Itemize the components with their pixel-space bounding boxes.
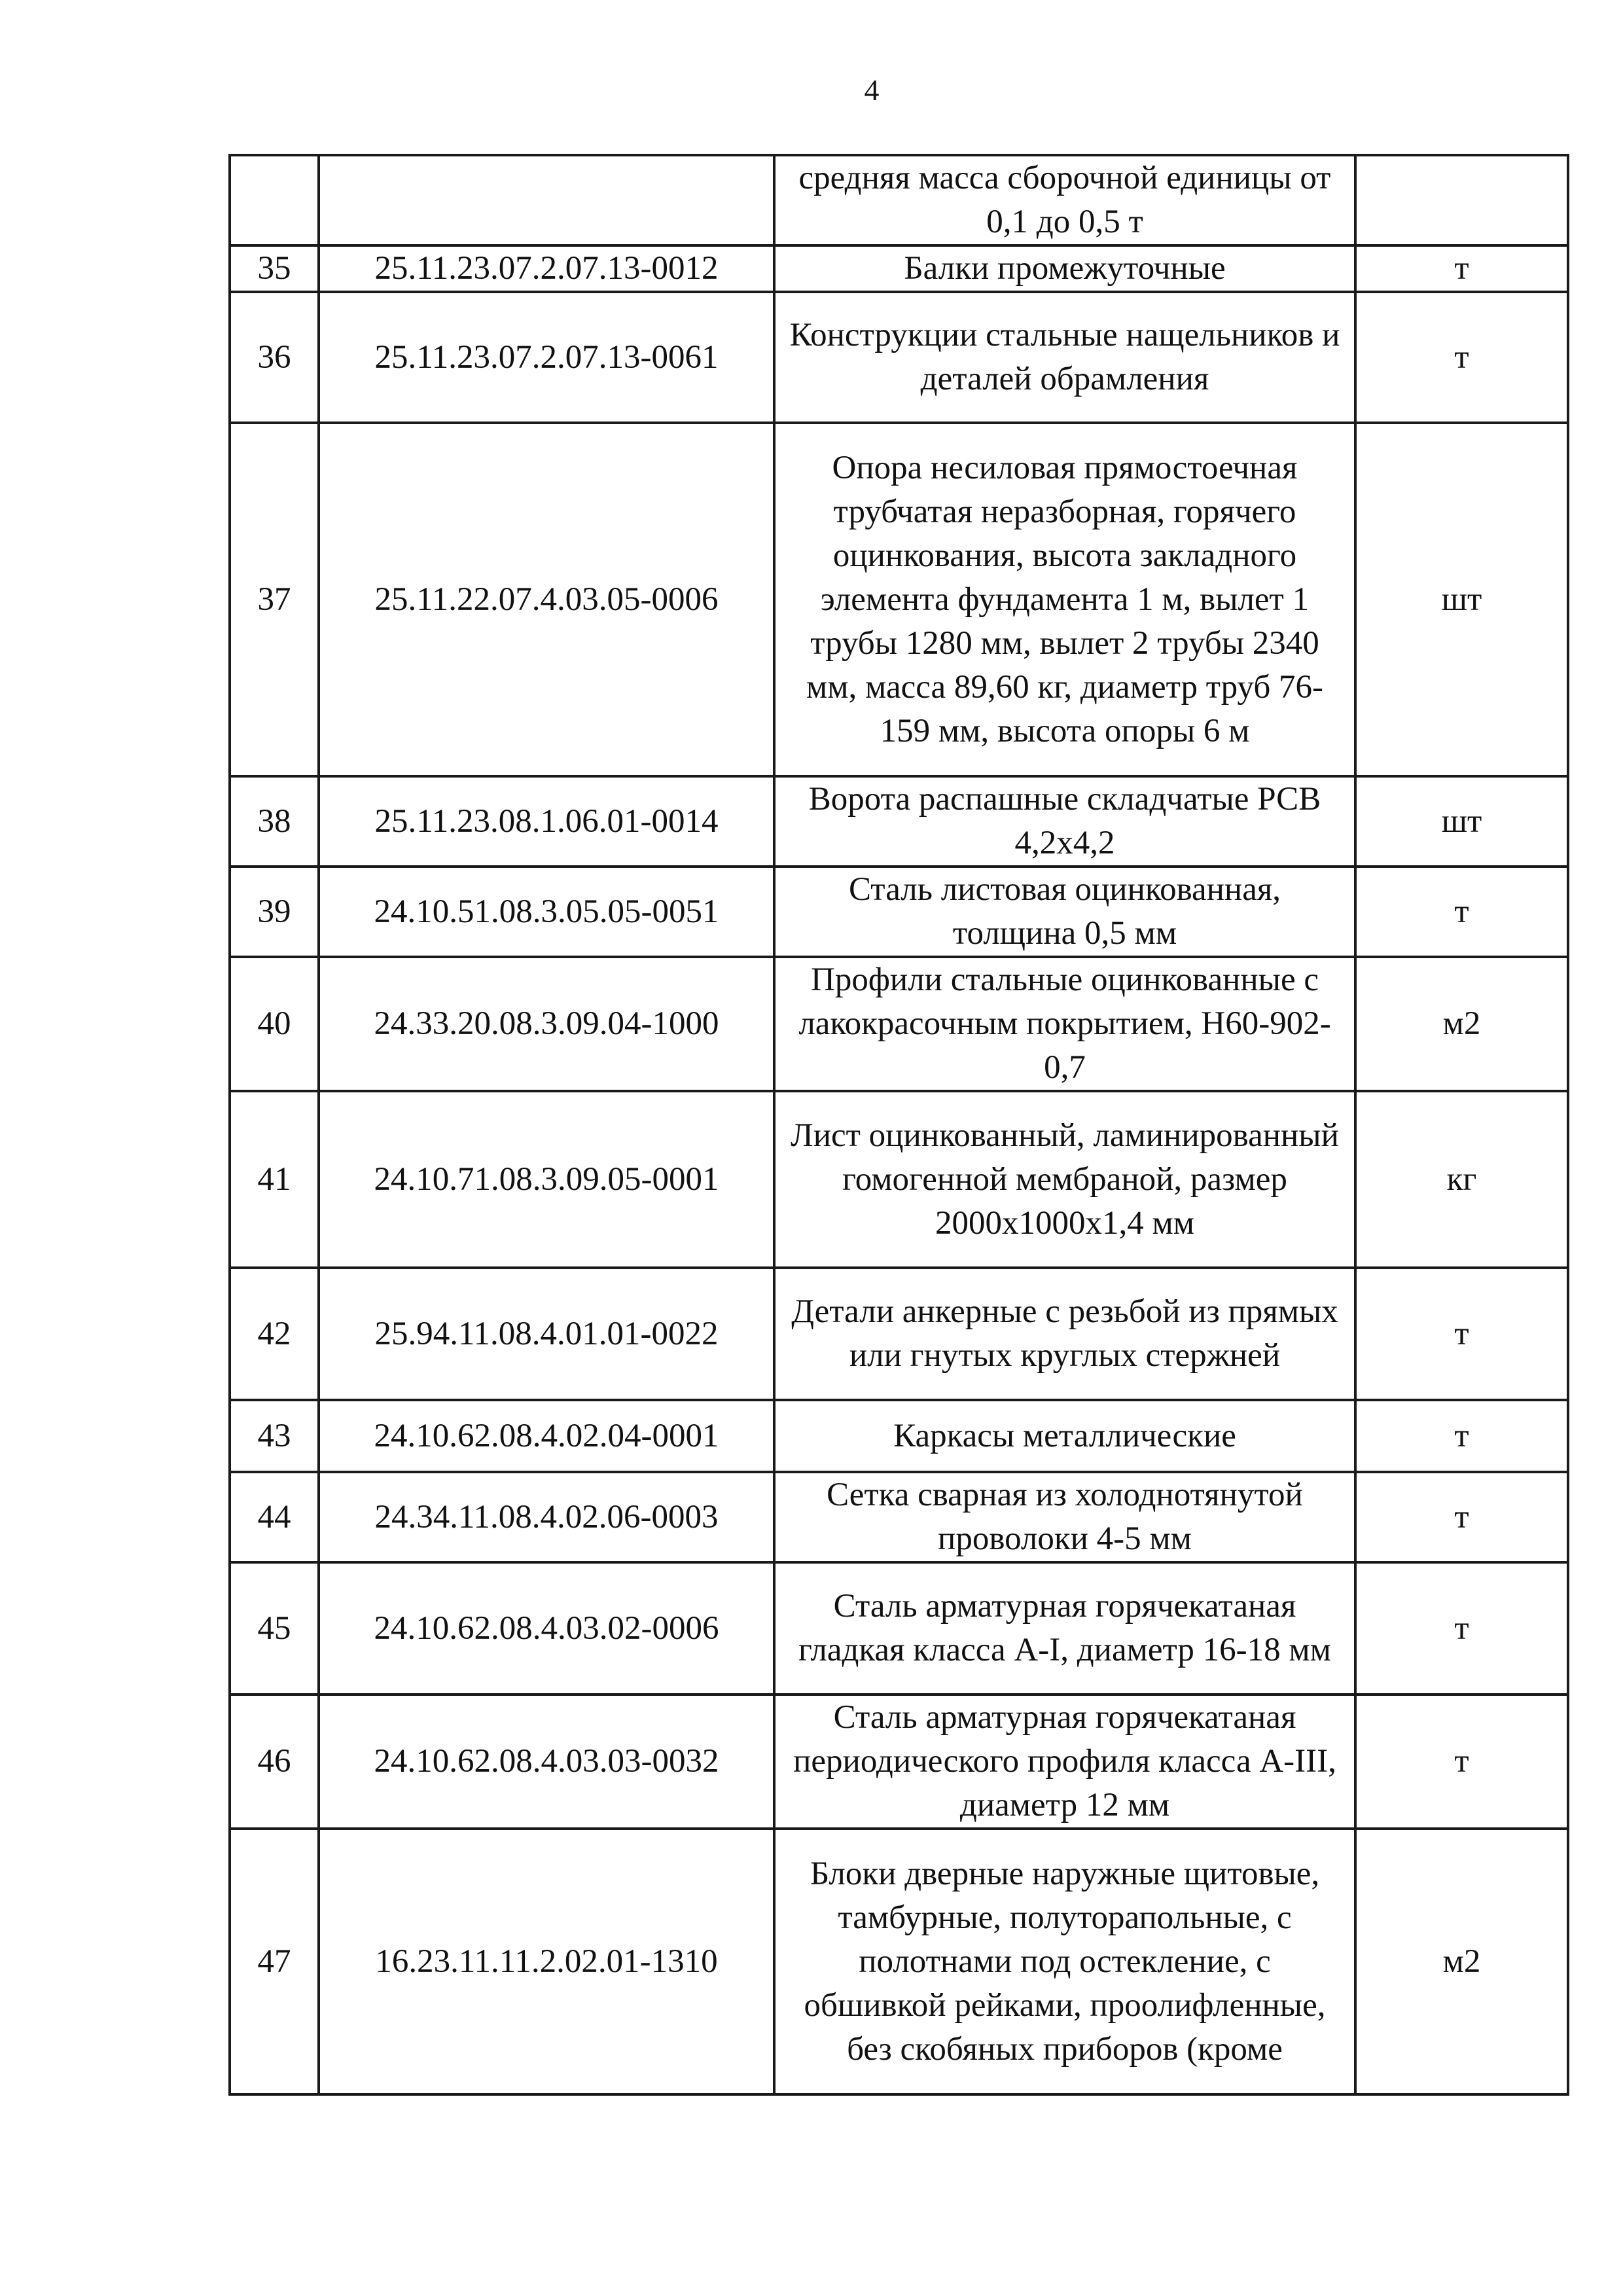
unit-of-measure: кг bbox=[1355, 1091, 1568, 1268]
table-row bbox=[230, 1829, 1568, 2094]
resource-code: 25.11.23.07.2.07.13-0061 bbox=[319, 292, 774, 423]
row-number: 47 bbox=[230, 1829, 319, 2094]
unit-of-measure: шт bbox=[1355, 423, 1568, 776]
resource-code: 16.23.11.11.2.02.01-1310 bbox=[319, 1829, 774, 2094]
unit-of-measure: м2 bbox=[1355, 1829, 1568, 2094]
row-number: 42 bbox=[230, 1268, 319, 1400]
row-number: 38 bbox=[230, 776, 319, 867]
unit-of-measure: м2 bbox=[1355, 957, 1568, 1091]
resource-code bbox=[319, 155, 774, 245]
resource-name: Опора несиловая прямостоечная трубчатая неразборная, горячего оцинкования, высота закладного элемента фундамента 1 м, вылет 1 трубы 1280 мм, вылет 2 трубы 2340 мм, масса 89,60 кг, диаметр труб 76-159 мм, высота опоры 6 м bbox=[774, 423, 1355, 776]
resource-name: Блоки дверные наружные щитовые, тамбурные, полуторапольные, с полотнами под остекление, с обшивкой рейками, проолифленные, без скобяных приборов (кроме bbox=[774, 1829, 1355, 2094]
table-row bbox=[230, 1472, 1568, 1562]
resource-code: 24.10.62.08.4.03.02-0006 bbox=[319, 1562, 774, 1695]
table-row bbox=[230, 292, 1568, 423]
table-row bbox=[230, 155, 1568, 245]
resource-name: Сетка сварная из холоднотянутой проволоки 4-5 мм bbox=[774, 1472, 1355, 1562]
row-number: 45 bbox=[230, 1562, 319, 1695]
row-number: 40 bbox=[230, 957, 319, 1091]
unit-of-measure: т bbox=[1355, 1562, 1568, 1695]
table-row bbox=[230, 1091, 1568, 1268]
resource-code: 24.34.11.08.4.02.06-0003 bbox=[319, 1472, 774, 1562]
resource-name: Детали анкерные с резьбой из прямых или гнутых круглых стержней bbox=[774, 1268, 1355, 1400]
page-number: 4 bbox=[864, 73, 880, 107]
resource-code: 24.10.71.08.3.09.05-0001 bbox=[319, 1091, 774, 1268]
resource-name: Балки промежуточные bbox=[774, 245, 1355, 292]
resource-name: Сталь арматурная горячекатаная гладкая класса A-I, диаметр 16-18 мм bbox=[774, 1562, 1355, 1695]
row-number: 36 bbox=[230, 292, 319, 423]
table-row bbox=[230, 867, 1568, 957]
table-row bbox=[230, 957, 1568, 1091]
table-row bbox=[230, 1268, 1568, 1400]
resource-name: Каркасы металлические bbox=[774, 1400, 1355, 1472]
unit-of-measure: т bbox=[1355, 867, 1568, 957]
resource-code: 24.10.51.08.3.05.05-0051 bbox=[319, 867, 774, 957]
resource-code: 25.11.22.07.4.03.05-0006 bbox=[319, 423, 774, 776]
resource-code: 25.94.11.08.4.01.01-0022 bbox=[319, 1268, 774, 1400]
resource-code: 24.10.62.08.4.03.03-0032 bbox=[319, 1695, 774, 1829]
resource-name: Сталь арматурная горячекатаная периодического профиля класса A-III, диаметр 12 мм bbox=[774, 1695, 1355, 1829]
table-row bbox=[230, 1400, 1568, 1472]
row-number: 37 bbox=[230, 423, 319, 776]
table-row bbox=[230, 423, 1568, 776]
materials-table bbox=[228, 154, 1569, 2096]
resource-code: 25.11.23.07.2.07.13-0012 bbox=[319, 245, 774, 292]
resource-name: Сталь листовая оцинкованная, толщина 0,5 мм bbox=[774, 867, 1355, 957]
unit-of-measure: т bbox=[1355, 1268, 1568, 1400]
resource-name: средняя масса сборочной единицы от 0,1 до 0,5 т bbox=[774, 155, 1355, 245]
unit-of-measure: т bbox=[1355, 245, 1568, 292]
resource-name: Ворота распашные складчатые РСВ 4,2х4,2 bbox=[774, 776, 1355, 867]
unit-of-measure: т bbox=[1355, 1400, 1568, 1472]
resource-code: 24.10.62.08.4.02.04-0001 bbox=[319, 1400, 774, 1472]
row-number: 44 bbox=[230, 1472, 319, 1562]
row-number: 41 bbox=[230, 1091, 319, 1268]
row-number: 35 bbox=[230, 245, 319, 292]
row-number: 39 bbox=[230, 867, 319, 957]
resource-code: 24.33.20.08.3.09.04-1000 bbox=[319, 957, 774, 1091]
resource-code: 25.11.23.08.1.06.01-0014 bbox=[319, 776, 774, 867]
row-number: 43 bbox=[230, 1400, 319, 1472]
table-row bbox=[230, 245, 1568, 292]
row-number: 46 bbox=[230, 1695, 319, 1829]
row-number bbox=[230, 155, 319, 245]
table-row bbox=[230, 776, 1568, 867]
resource-name: Лист оцинкованный, ламинированный гомогенной мембраной, размер 2000х1000х1,4 мм bbox=[774, 1091, 1355, 1268]
unit-of-measure: шт bbox=[1355, 776, 1568, 867]
table-row bbox=[230, 1562, 1568, 1695]
unit-of-measure: т bbox=[1355, 1472, 1568, 1562]
unit-of-measure: т bbox=[1355, 1695, 1568, 1829]
resource-name: Конструкции стальные нащельников и деталей обрамления bbox=[774, 292, 1355, 423]
table-row bbox=[230, 1695, 1568, 1829]
unit-of-measure bbox=[1355, 155, 1568, 245]
resource-name: Профили стальные оцинкованные с лакокрасочным покрытием, Н60-902-0,7 bbox=[774, 957, 1355, 1091]
unit-of-measure: т bbox=[1355, 292, 1568, 423]
